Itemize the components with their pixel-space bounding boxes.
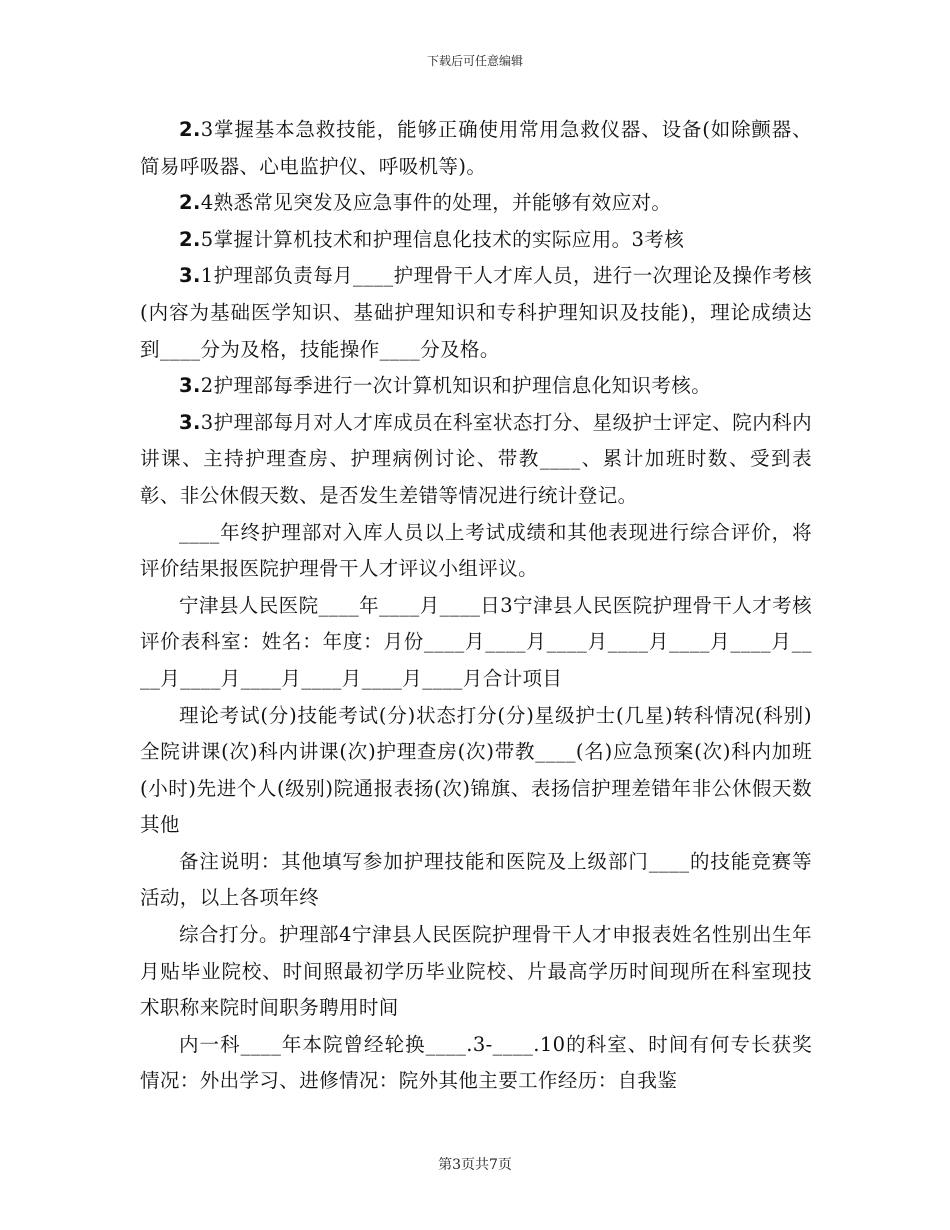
paragraph-text: 综合打分。护理部4宁津县人民医院护理骨干人才申报表姓名性别出生年月贴毕业院校、时间照最初学历毕业院校、片最高学历时间现所在科室现技术职称来院时间职务聘用时间 [140, 923, 812, 1020]
paragraph-assessment-items [140, 698, 812, 844]
paragraph-2-4 [140, 185, 812, 222]
paragraph-text: 5掌握计算机技术和护理信息化技术的实际应用。3考核 [200, 227, 685, 251]
section-number: 2. [179, 191, 201, 215]
paragraph-2-5 [140, 222, 812, 259]
paragraph-year-end-evaluation [140, 515, 812, 588]
section-number: 3. [179, 374, 201, 398]
paragraph-remarks [140, 844, 812, 917]
paragraph-text: 3掌握基本急救技能，能够正确使用常用急救仪器、设备(如除颤器、简易呼吸器、心电监护仪、呼吸机等)。 [140, 118, 812, 178]
document-body [140, 112, 812, 1100]
section-number: 3. [179, 410, 201, 434]
paragraph-3-2 [140, 368, 812, 405]
paragraph-application-form [140, 917, 812, 1027]
paragraph-text: 4熟悉常见突发及应急事件的处理，并能够有效应对。 [200, 191, 672, 215]
page-header: 下载后可任意编辑 [426, 54, 523, 68]
paragraph-text: 1护理部负责每月____护理骨干人才库人员，进行一次理论及操作考核(内容为基础医学知识、基础护理知识和专科护理知识及技能)，理论成绩达到____分为及格，技能操作____分及格。 [140, 264, 812, 361]
paragraph-text: ____年终护理部对入库人员以上考试成绩和其他表现进行综合评价，将评价结果报医院护理骨干人才评议小组评议。 [140, 520, 812, 581]
paragraph-3-3 [140, 405, 812, 515]
paragraph-text: 理论考试(分)技能考试(分)状态打分(分)星级护士(几星)转科情况(科别)全院讲课(次)科内讲课(次)护理查房(次)带教____(名)应急预案(次)科内加班(小时)先进个人(级别)院通报表扬(次)锦旗、表扬信护理差错年非公休假天数其他 [140, 703, 812, 837]
paragraph-text: 宁津县人民医院____年____月____日3宁津县人民医院护理骨干人才考核评价表科室：姓名：年度：月份____月____月____月____月____月____月____月____月____月____月____月____月合计项目 [140, 593, 812, 690]
paragraph-text: 内一科____年本院曾经轮换____.3-____.10的科室、时间有何专长获奖情况：外出学习、进修情况：院外其他主要工作经历：自我鉴 [140, 1032, 812, 1093]
paragraph-2-3 [140, 112, 812, 185]
paragraph-assessment-form [140, 588, 812, 698]
paragraph-text: 3护理部每月对人才库成员在科室状态打分、星级护士评定、院内科内讲课、主持护理查房、护理病例讨论、带教____、累计加班时数、受到表彰、非公休假天数、是否发生差错等情况进行统计登记。 [140, 410, 812, 507]
paragraph-text: 备注说明：其他填写参加护理技能和医院及上级部门____的技能竞赛等活动，以上各项年终 [140, 849, 812, 910]
paragraph-3-1 [140, 258, 812, 368]
paragraph-rotation-info [140, 1027, 812, 1100]
section-number: 2. [179, 118, 201, 141]
section-number: 2. [179, 227, 201, 251]
paragraph-text: 2护理部每季进行一次计算机知识和护理信息化知识考核。 [200, 374, 712, 398]
section-number: 3. [179, 264, 201, 288]
page-footer: 第3页共7页 [438, 1157, 512, 1173]
